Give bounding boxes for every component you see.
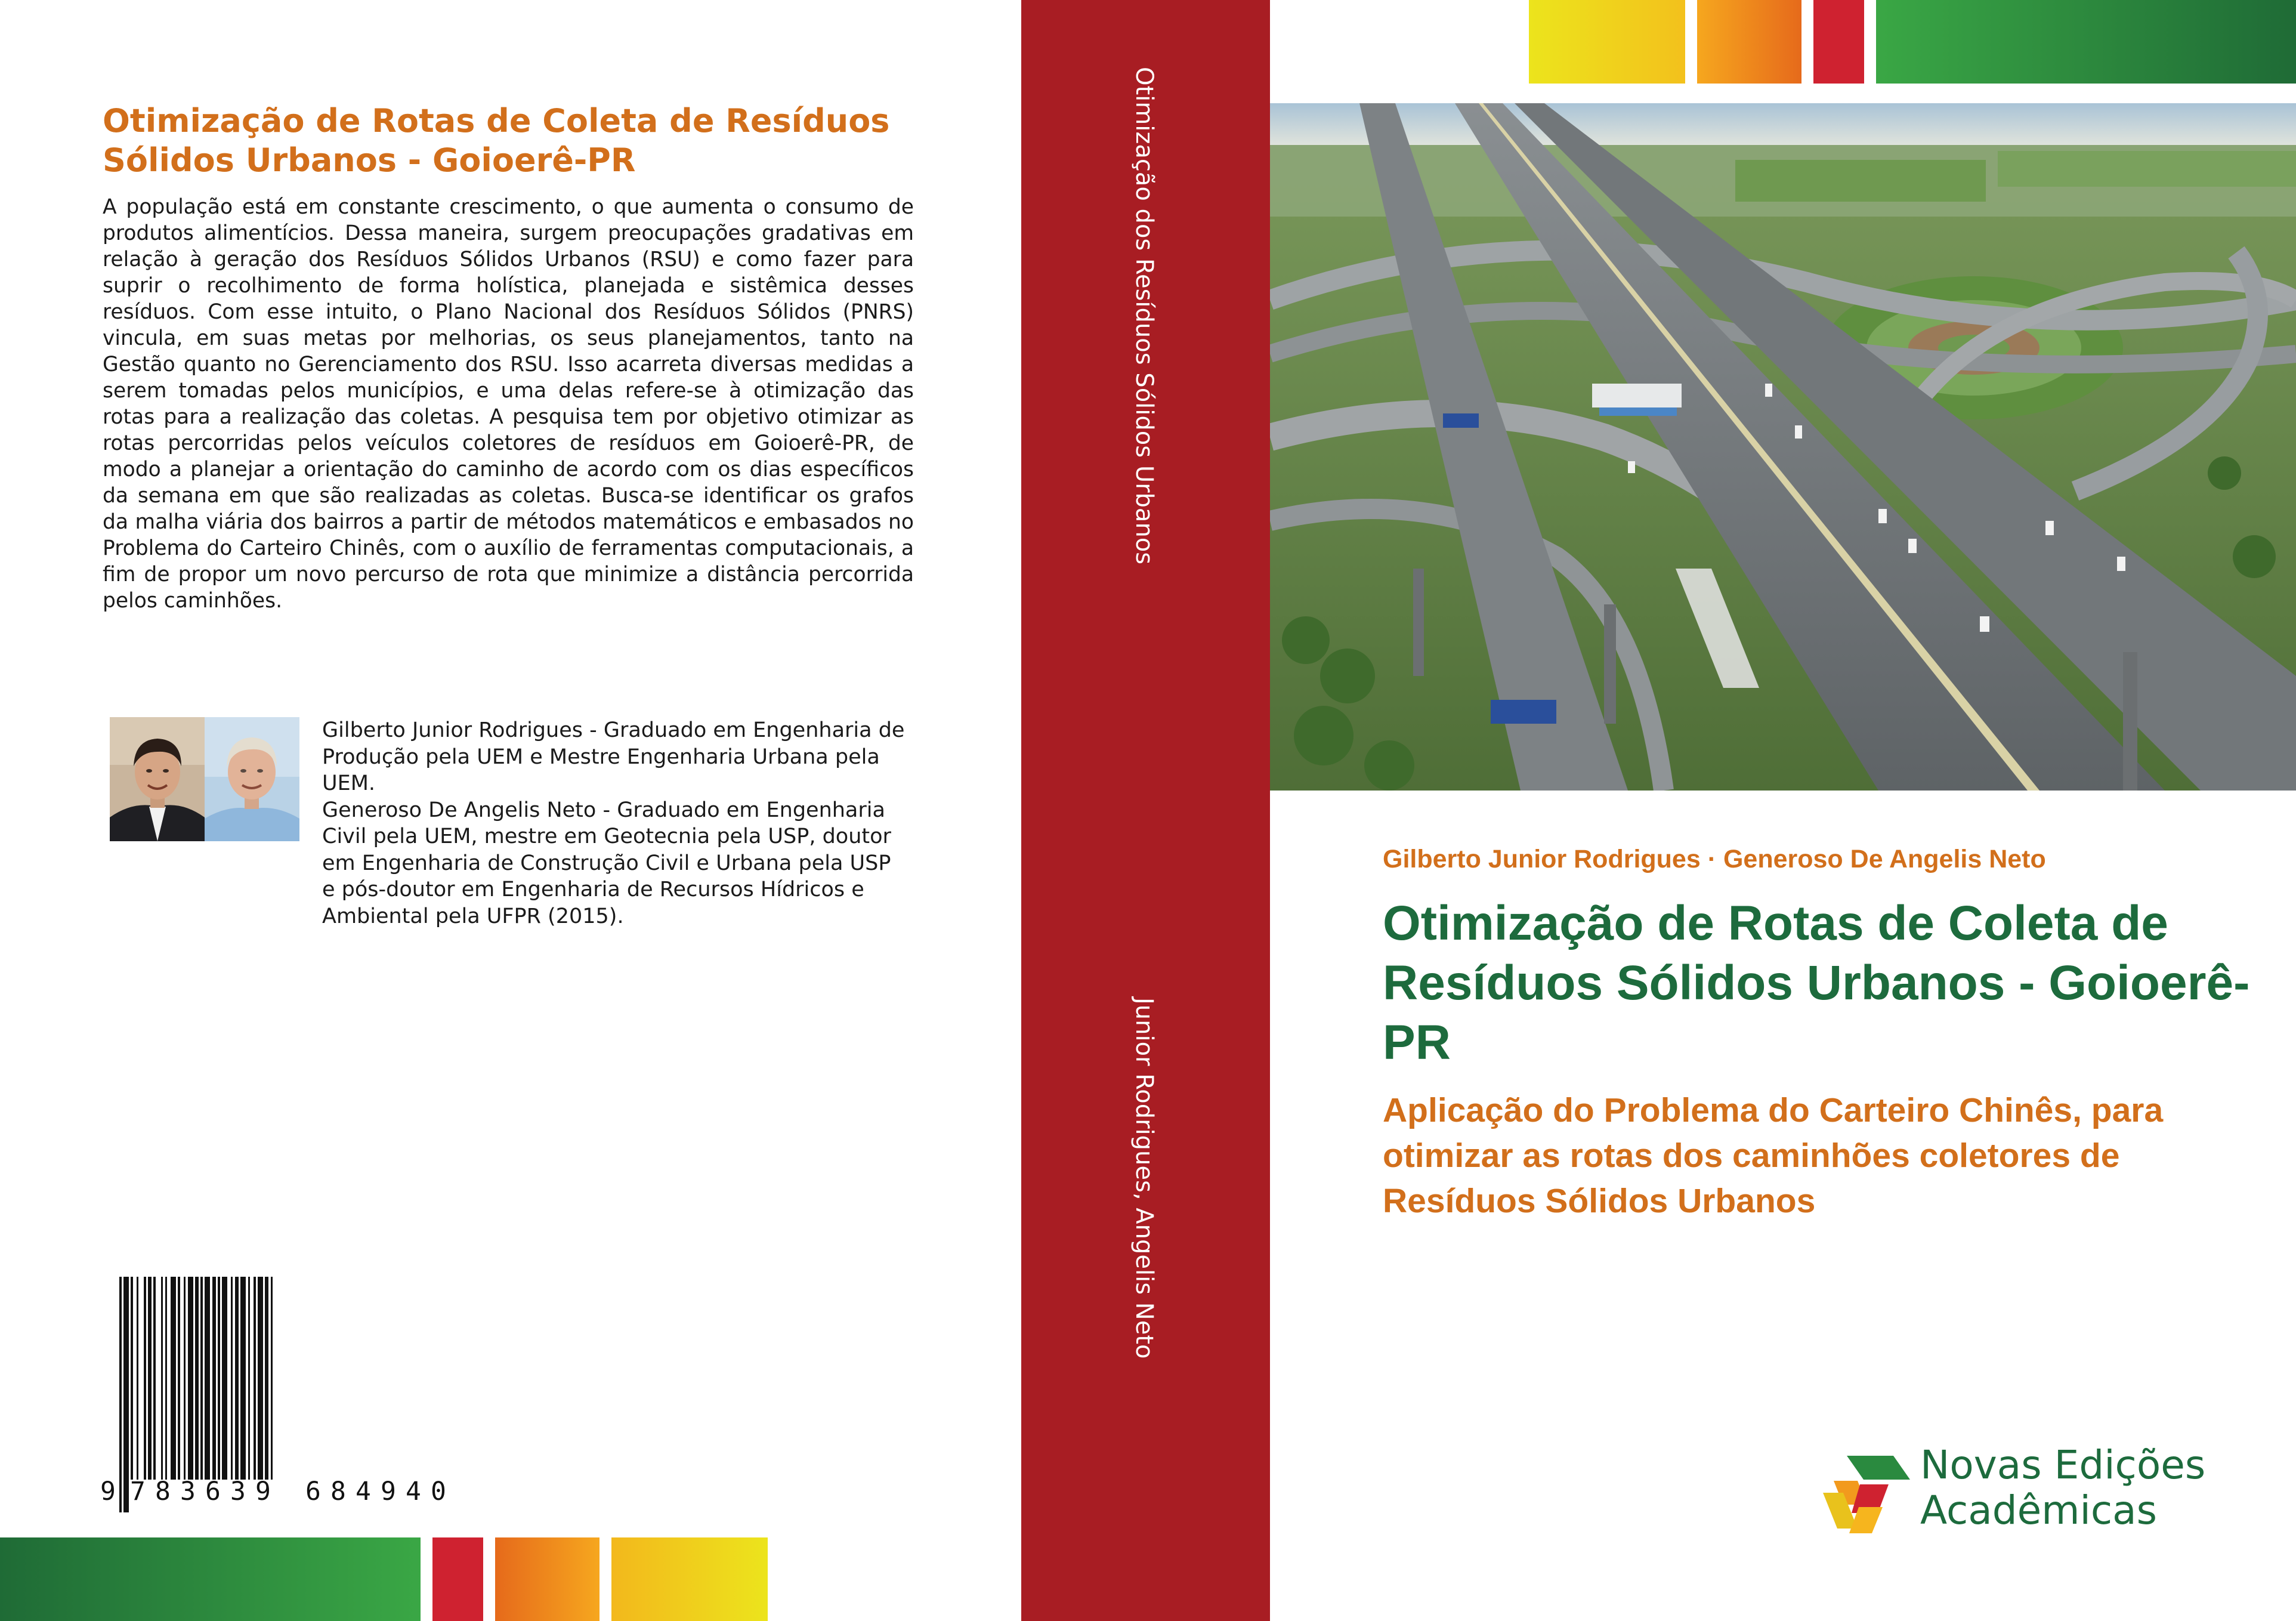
barcode-bar [153,1277,156,1480]
spine-authors: Junior Rodrigues, Angelis Neto [1130,998,1158,1359]
isbn-digit: 3 [230,1477,246,1506]
barcode-bar [195,1277,199,1480]
publisher-name: Novas Edições Acadêmicas [1920,1442,2206,1533]
isbn-digit: 7 [130,1477,146,1506]
back-stripe-yellow [611,1537,768,1621]
isbn-digit: 6 [205,1477,221,1506]
front-stripe-orange [1697,0,1801,84]
spine-title: Otimização dos Resíduos Sólidos Urbanos [1130,67,1158,565]
isbn-digit: 9 [381,1477,396,1506]
barcode-bar [171,1277,176,1480]
barcode-bar [258,1277,263,1480]
barcode-bar [131,1277,133,1480]
barcode-bar [254,1277,256,1480]
front-stripe-yellow [1529,0,1685,84]
barcode-bar [148,1277,152,1480]
author-photo-gilberto [110,717,205,841]
barcode-bar [218,1277,220,1480]
barcode-bar [165,1277,167,1480]
barcode-bar [161,1277,163,1480]
barcode-bar [188,1277,193,1480]
back-stripe-red [432,1537,483,1621]
barcode-bar [231,1277,233,1480]
author-photo-generoso [205,717,299,841]
barcode-bar [178,1277,180,1480]
barcode-bar [212,1277,216,1480]
front-cover-authors: Gilberto Junior Rodrigues · Generoso De Angelis Neto [1383,845,2046,873]
author-bio: Gilberto Junior Rodrigues - Graduado em Engenharia de Produção pela UEM e Mestre Engenharia Urbana pela UEM. Generoso De Angelis Neto - Graduado em Engenharia Civil pela UEM, mestre em Geotecnia pela USP, doutor em Engenharia de Construção Civil e Urbana pela USP e pós-doutor em Engenharia de Recursos Hídricos e Ambiental pela UFPR (2015). [322,718,905,928]
isbn-digit: 4 [406,1477,421,1506]
back-stripe-green [0,1537,421,1621]
barcode-bar [205,1277,210,1480]
isbn-digit: 8 [155,1477,171,1506]
back-cover-title: Otimização de Rotas de Coleta de Resíduos Sólidos Urbanos - Goioerê-PR [103,102,890,179]
barcode-bar [240,1277,246,1480]
front-stripe-red [1813,0,1864,84]
barcode-bar [265,1277,268,1480]
front-stripe-green [1876,0,2296,84]
isbn-number [100,1476,470,1507]
back-stripe-orange [495,1537,600,1621]
isbn-digit: 4 [356,1477,371,1506]
isbn-digit: 8 [330,1477,346,1506]
author-photos [110,717,299,841]
back-cover-blurb: A população está em constante crescimento, o que aumenta o consumo de produtos alimentícios. Dessa maneira, surgem preocupações gradativas em relação à geração dos Resíduos Sólidos Urbanos (RSU) e como fazer para suprir o recolhimento de forma holística, planejada e sistêmica desses resíduos. Com esse intuito, o Plano Nacional dos Resíduos Sólidos (PNRS) vincula, em suas metas por melhorias, os seus planejamentos, tanto na Gestão quanto no Gerenciamento dos RSU. Isso acarreta diversas medidas a serem tomadas pelos municípios, e uma delas refere-se à otimização das rotas para a realização das coletas. A pesquisa tem por objetivo otimizar as rotas percorridas pelos veículos coletores de resíduos em Goioerê-PR, de modo a planejar a orientação do caminho de acordo com os dias específicos da semana em que são realizadas as coletas. Busca-se identificar os grafos da malha viária dos bairros a partir de métodos matemáticos e embasados no Problema do Carteiro Chinês, com o auxílio de ferramentas computacionais, a fim de propor um novo percurso de rota que minimize a distância percorrida pelos caminhões. [103,195,914,613]
barcode-bar [271,1277,273,1480]
barcode-bar [137,1277,138,1480]
barcode-bar [144,1277,146,1480]
barcode-bar [235,1277,239,1480]
publisher-logo-icon [1823,1450,1910,1533]
barcode-bar [248,1277,250,1480]
barcode-bar [222,1277,227,1480]
isbn-digit: 0 [431,1477,446,1506]
front-cover-title: Otimização de Rotas de Coleta de Resíduos Sólidos Urbanos - Goioerê-PR [1383,896,2250,1070]
isbn-digit: 3 [180,1477,196,1506]
highway-interchange-photo [1270,103,2296,791]
barcode-bar [184,1277,186,1480]
isbn-digit: 9 [100,1477,116,1506]
front-cover-subtitle: Aplicação do Problema do Carteiro Chinês, para otimizar as rotas dos caminhões coletores de Resíduos Sólidos Urbanos [1383,1091,2164,1220]
barcode-bar [200,1277,203,1480]
isbn-digit: 6 [305,1477,321,1506]
isbn-digit: 9 [255,1477,271,1506]
